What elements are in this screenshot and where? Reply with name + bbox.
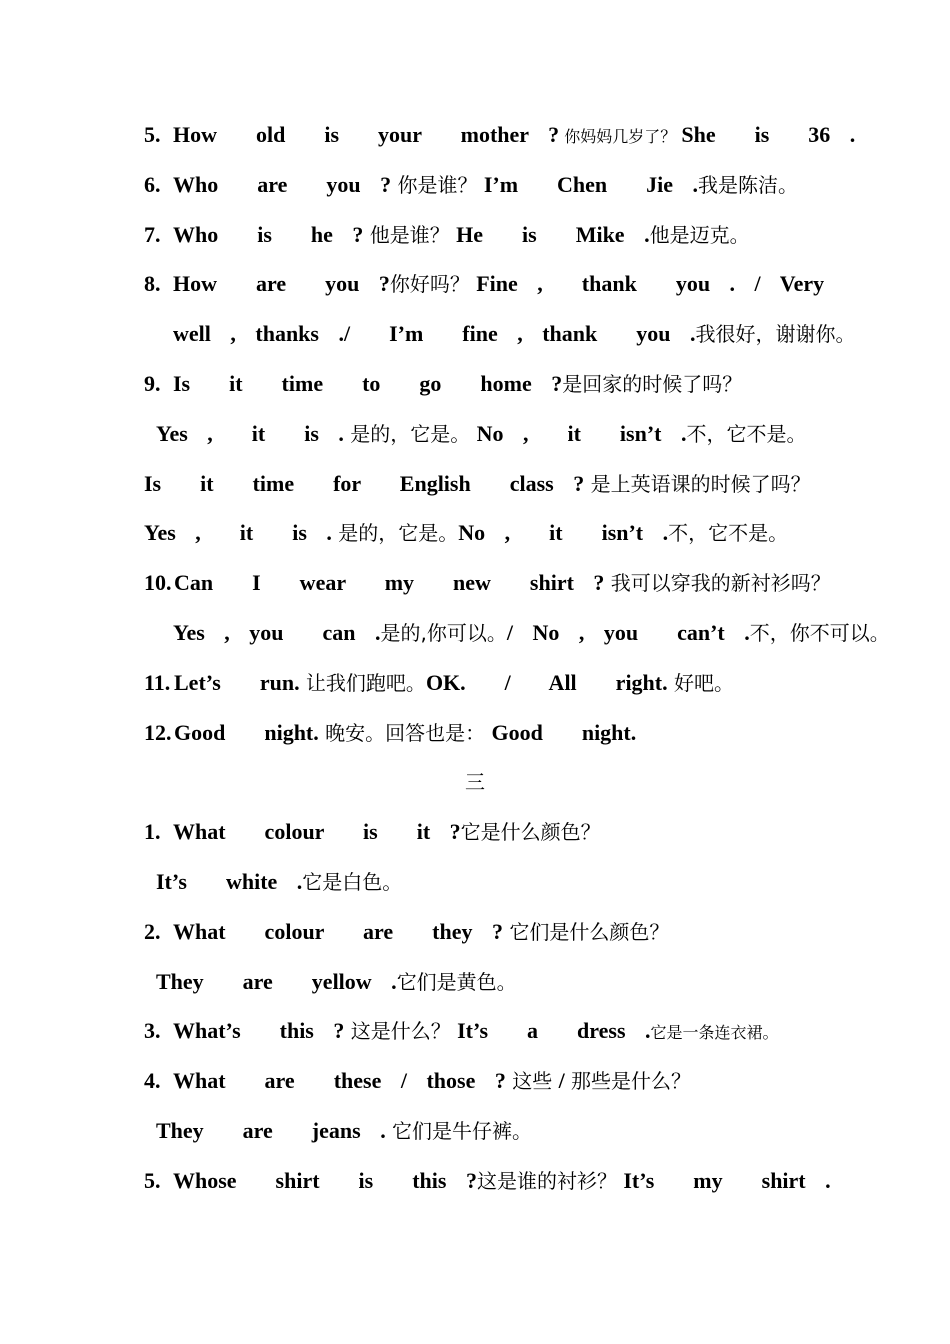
english-text: It’s a dress . <box>457 1018 651 1044</box>
item-number: 7. <box>144 221 161 247</box>
item-number: 2. <box>144 918 161 944</box>
english-text: How are you ? <box>173 271 390 297</box>
chinese-text: 这些 <box>505 1069 559 1094</box>
item-number: 10. <box>144 570 172 596</box>
item-number: 3. <box>144 1018 161 1044</box>
english-text: / <box>558 1068 565 1094</box>
english-text: How old is your mother ? <box>173 122 560 147</box>
english-text: well , thanks ./ I’m fine , thank you . <box>173 321 696 347</box>
text-line <box>0 713 950 753</box>
chinese-text: 不，你不可以。 <box>749 621 890 645</box>
text-line <box>0 862 950 902</box>
chinese-text: 你妈妈几岁了？ <box>559 127 682 146</box>
chinese-text: 它们是什么颜色？ <box>503 919 670 944</box>
chinese-text: 你是谁？ <box>391 172 484 197</box>
english-text: Good night. <box>174 719 319 745</box>
english-text: What colour is it ? <box>173 819 461 845</box>
english-text: No , it isn’t . <box>458 520 669 546</box>
chinese-text: 是上英语课的时候了吗？ <box>584 471 811 496</box>
chinese-text: 是回家的时候了吗？ <box>562 372 743 396</box>
chinese-text: 是的，它是。 <box>343 421 477 446</box>
english-text: Can I wear my new shirt ? <box>174 570 605 596</box>
text-line <box>0 812 950 852</box>
english-text: What colour are they ? <box>173 918 503 944</box>
chinese-text: 它是什么颜色？ <box>460 820 601 845</box>
text-line <box>0 513 950 553</box>
text-line <box>0 1061 950 1101</box>
chinese-text: 那些是什么？ <box>564 1069 692 1094</box>
text-line <box>0 1111 950 1151</box>
english-text: Yes , it is . <box>144 520 332 546</box>
item-number: 11. <box>144 669 171 695</box>
english-text: What are these / those ? <box>173 1068 506 1094</box>
chinese-text: 它们是牛仔裤。 <box>385 1119 533 1143</box>
english-text: It’s white . <box>156 869 303 894</box>
english-text: Is it time to go home ? <box>173 371 563 396</box>
text-line <box>0 314 950 354</box>
chinese-text: 他是谁？ <box>363 222 457 247</box>
english-text: He is Mike . <box>456 221 650 247</box>
section-heading <box>0 762 950 802</box>
chinese-text: 让我们跑吧。 <box>299 670 426 695</box>
chinese-text: 我可以穿我的新衬衫吗？ <box>604 571 831 596</box>
text-line <box>0 962 950 1002</box>
item-number: 1. <box>144 819 161 845</box>
chinese-text: 它们是黄色。 <box>396 969 517 994</box>
item-number: 8. <box>144 271 161 297</box>
text-line <box>0 912 950 952</box>
text-line <box>0 563 950 603</box>
text-line <box>0 364 950 404</box>
text-line <box>0 215 950 255</box>
chinese-text: 这是谁的衬衫？ <box>476 1168 624 1193</box>
english-text: Let’s run. <box>174 669 300 695</box>
english-text: What’s this ? <box>173 1018 345 1044</box>
chinese-text: 这是什么？ <box>344 1019 458 1044</box>
text-line <box>0 663 950 703</box>
english-text: They are yellow . <box>156 968 397 994</box>
chinese-text: 我很好，谢谢你。 <box>695 322 856 347</box>
chinese-text: 它是一条连衣裙。 <box>650 1023 779 1043</box>
english-text: I’m Chen Jie . <box>483 171 699 197</box>
english-text: OK. / All right. <box>425 669 668 695</box>
chinese-text: 你好吗？ <box>389 272 477 297</box>
english-text: No , it isn’t . <box>476 420 687 446</box>
english-text: / No , you can’t . <box>506 620 750 645</box>
english-text: Fine , thank you . / Very <box>476 271 825 297</box>
text-line <box>0 414 950 454</box>
english-text: Good night. <box>491 719 637 745</box>
english-text: Who is he ? <box>173 221 364 247</box>
chinese-text: 是的，它是。 <box>331 521 459 546</box>
item-number: 5. <box>144 122 161 147</box>
text-line <box>0 464 950 504</box>
chinese-text: 它是白色。 <box>302 870 403 894</box>
text-line <box>0 115 950 155</box>
english-text: Yes , you can . <box>173 620 381 645</box>
item-number: 5. <box>144 1167 161 1193</box>
english-text: Who are you ? <box>173 171 392 197</box>
item-number: 9. <box>144 371 161 396</box>
section-title: 三 <box>465 770 485 795</box>
item-number: 12. <box>144 719 172 745</box>
text-line <box>0 264 950 304</box>
english-text: They are jeans . <box>156 1118 386 1143</box>
chinese-text: 好吧。 <box>667 670 734 695</box>
english-text: It’s my shirt . <box>623 1167 831 1193</box>
chinese-text: 不，它不是。 <box>668 521 789 546</box>
chinese-text: 晚安。回答也是： <box>318 720 492 745</box>
english-text: Is it time for English class ? <box>144 470 585 496</box>
text-line <box>0 1011 950 1051</box>
item-number: 6. <box>144 171 161 197</box>
chinese-text: 我是陈洁。 <box>698 172 799 197</box>
chinese-text: 他是迈克。 <box>649 222 750 247</box>
english-text: Yes , it is . <box>156 420 344 446</box>
text-line <box>0 613 950 653</box>
english-text: Whose shirt is this ? <box>173 1167 477 1193</box>
text-line <box>0 1161 950 1201</box>
chinese-text: 不，它不是。 <box>686 421 807 446</box>
chinese-text: 是的,你可以。 <box>380 621 507 645</box>
text-line <box>0 165 950 205</box>
item-number: 4. <box>144 1068 161 1094</box>
english-text: She is 36 . <box>681 122 856 147</box>
